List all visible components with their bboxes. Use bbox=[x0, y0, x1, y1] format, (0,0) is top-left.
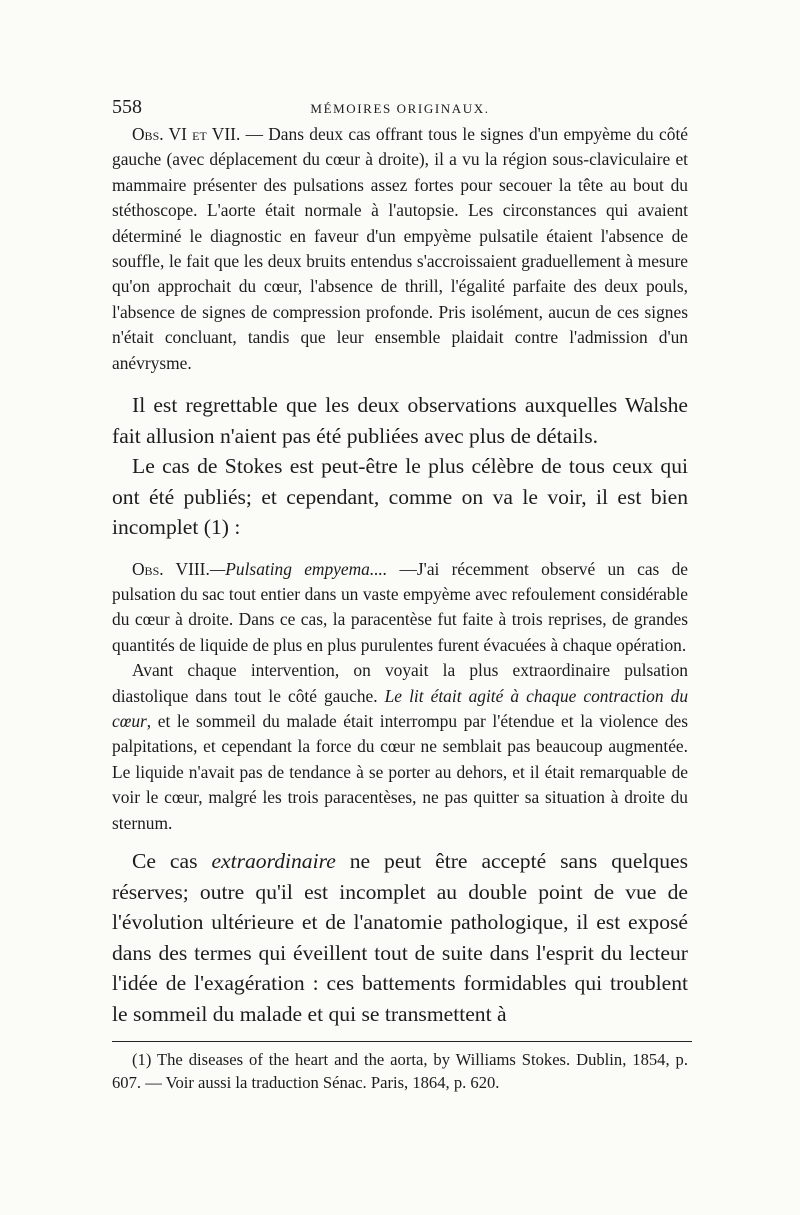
avant-text-after: , et le sommeil du malade était interrompu par l'étendue et la violence des palpitations, et cependant la force du cœur ne semblait pas beaucoup augmentée. Le liquide n'avait pas de tendance à se porter au dehors, et il était remarquable de voir le cœur, malgré les trois paracentèses, ne pas quitter sa situation à droite du sternum. bbox=[112, 711, 688, 833]
running-header bbox=[112, 96, 688, 122]
obs-viii-paragraph bbox=[112, 557, 688, 659]
obs-vi-vii-label: Obs. VI et VII. bbox=[132, 124, 241, 144]
obs-viii-label: Obs. VIII. bbox=[132, 558, 210, 579]
avant-italic: Le lit était agité à chaque contraction du cœur bbox=[112, 685, 689, 731]
extra-text-before: Ce cas bbox=[132, 849, 212, 874]
extra-italic: extraordinaire bbox=[211, 849, 336, 874]
avant-paragraph bbox=[112, 658, 688, 836]
footnote: (1) The diseases of the heart and the aorta, by Williams Stokes. Dublin, 1854, p. 607. — Voir aussi la traduction Sénac. Paris, 1864, p. 620. bbox=[112, 1050, 688, 1093]
page-content bbox=[112, 96, 688, 1094]
obs-vi-vii-paragraph bbox=[112, 122, 688, 376]
extra-text-after: ne peut être accepté sans quelques réserves; outre qu'il est incomplet au double point de vue de l'évolution ultérieure et de l'anatomie pathologique, il est exposé dans des termes qui éveillent tout de suite dans l'esprit du lecteur l'idée de l'exagération : ces battements formidables qui troublent le sommeil du malade et qui se transmettent à bbox=[112, 849, 688, 1026]
regrettable-paragraph: Il est regrettable que les deux observations auxquelles Walshe fait allusion n'aient pas été publiées avec plus de détails. bbox=[112, 393, 688, 448]
obs-viii-text: —J'ai récemment observé un cas de pulsation du sac tout entier dans un vaste empyème avec refoulement considérable du cœur à droite. Dans ce cas, la paracentèse fut faite à trois reprises, de grandes quantités de liquide de plus en plus purulentes furent évacuées à chaque opération. bbox=[112, 558, 688, 655]
footnote-rule bbox=[112, 1041, 692, 1042]
running-title: MÉMOIRES ORIGINAUX. bbox=[310, 101, 490, 116]
obs-vi-vii-text: — Dans deux cas offrant tous le signes d'un empyème du côté gauche (avec déplacement du cœur à droite), il a vu la région sous-claviculaire et mammaire présenter des pulsations assez fortes pour secouer la tête au bout du stéthoscope. L'aorte était normale à l'autopsie. Les circonstances qui avaient déterminé le diagnostic en faveur d'un empyème pulsatile étaient l'absence de souffle, le fait que les deux bruits entendus s'accroissaient graduellement à mesure qu'on approchait du cœur, l'absence de thrill, l'égalité parfaite des deux pouls, l'absence de signes de compression profonde. Pris isolément, aucun de ces signes n'était concluant, tandis que leur ensemble plaidait contre l'admission d'un anévrysme. bbox=[112, 124, 688, 373]
extraordinaire-paragraph bbox=[112, 846, 688, 1029]
avant-text-before: Avant chaque intervention, on voyait la plus extraordinaire pulsation diastolique dans tout le côté gauche. bbox=[112, 660, 688, 706]
stokes-paragraph: Le cas de Stokes est peut-être le plus célèbre de tous ceux qui ont été publiés; et cependant, comme on va le voir, il est bien incomplet (1) : bbox=[112, 454, 688, 540]
obs-viii-title: —Pulsating empyema.... bbox=[209, 558, 388, 579]
page-number: 558 bbox=[112, 96, 142, 118]
